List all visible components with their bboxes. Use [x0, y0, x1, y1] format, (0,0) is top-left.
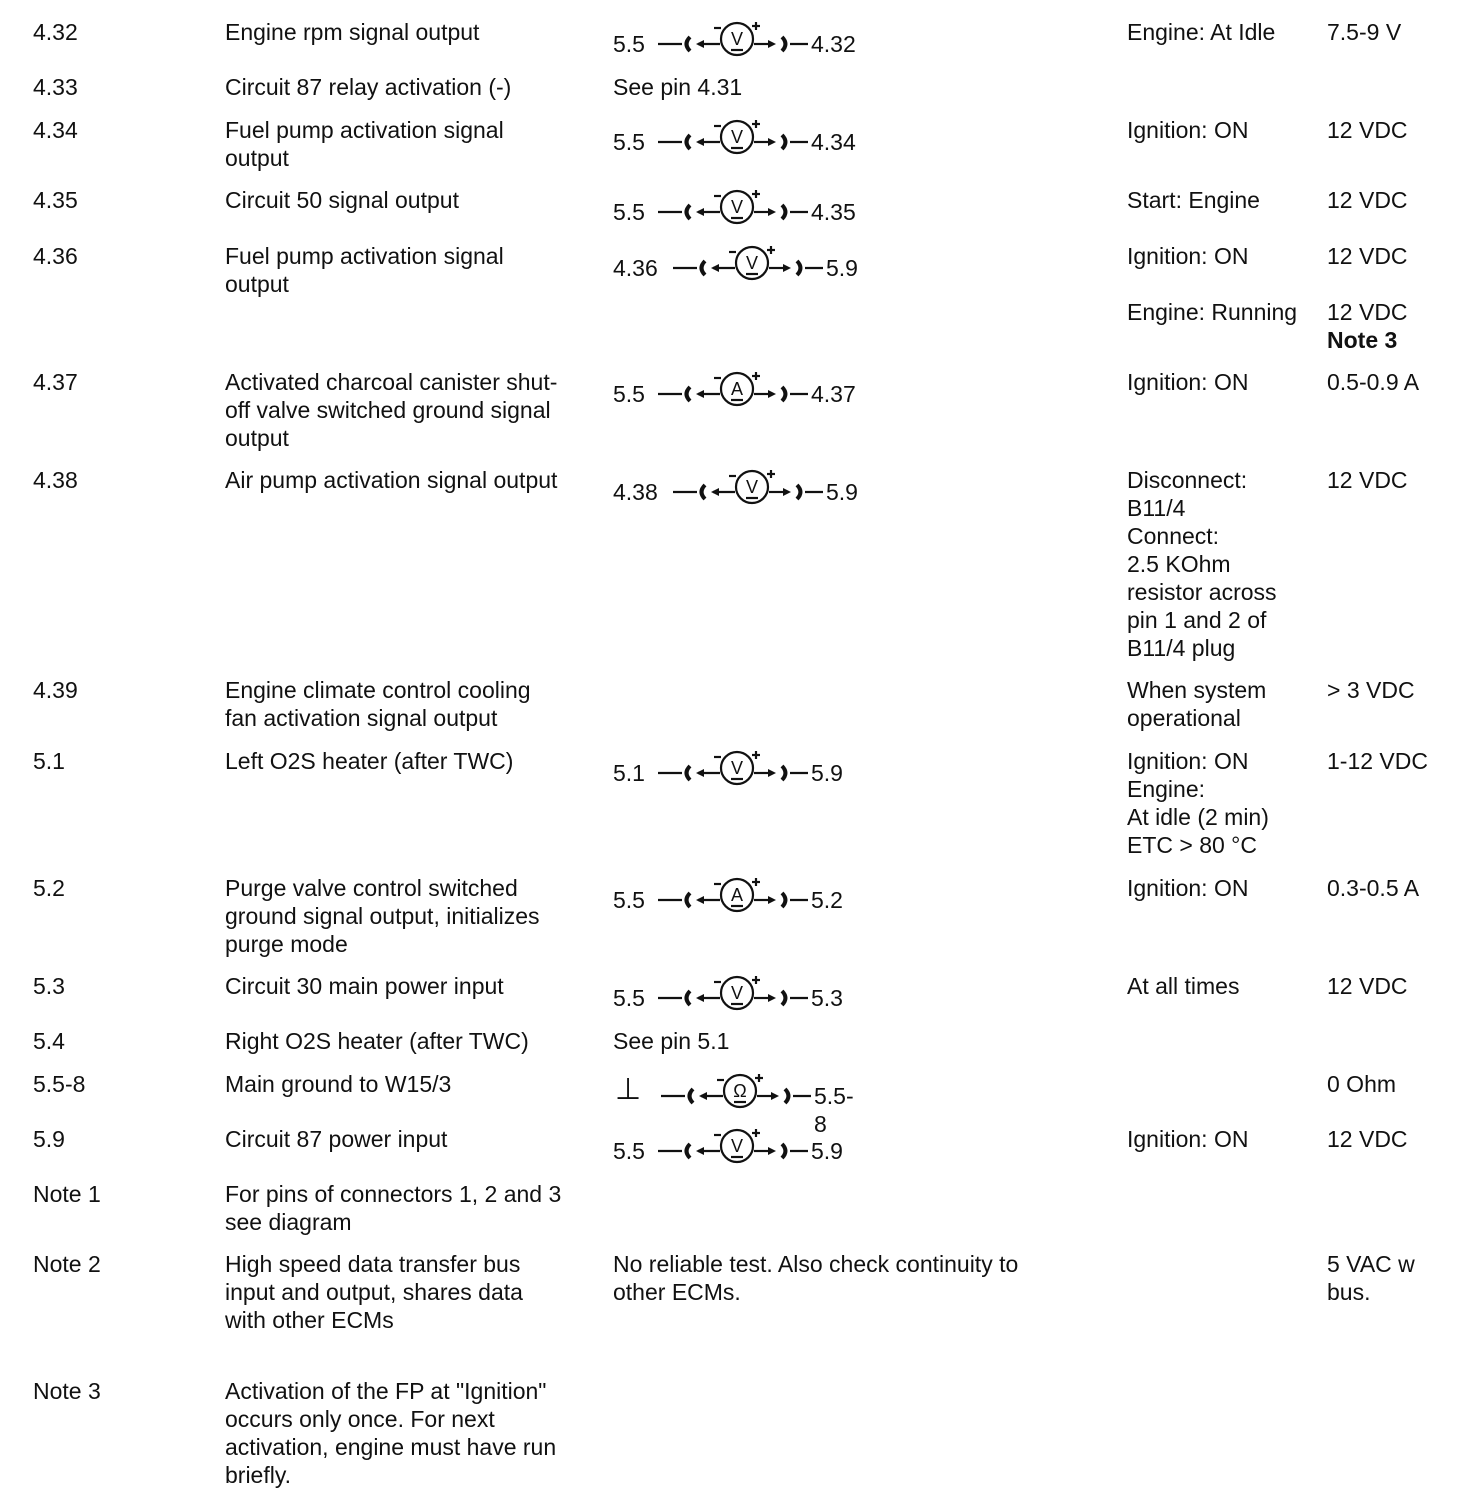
arrow-right: [768, 390, 776, 398]
pin-description: [225, 368, 557, 452]
description-line: Fuel pump activation signal: [225, 117, 504, 143]
description-line: Air pump activation signal output: [225, 467, 558, 493]
description-line: see diagram: [225, 1209, 352, 1235]
test-condition: [1127, 972, 1239, 1000]
nominal-value: [1327, 466, 1408, 494]
nominal-value: [1327, 116, 1408, 144]
pin-number: 4.39: [33, 677, 78, 703]
meter-to-pin: 5.3: [811, 985, 843, 1011]
arrow-right: [771, 1092, 779, 1100]
description-line: activation, engine must have run: [225, 1434, 557, 1460]
plug-left: [687, 37, 691, 51]
pin-number: 5.2: [33, 875, 65, 901]
test-condition: [1127, 874, 1248, 902]
description-line: Activation of the FP at "Ignition": [225, 1378, 547, 1404]
arrow-right: [768, 138, 776, 146]
pin-description: [225, 116, 504, 172]
plug-left: [687, 893, 691, 907]
description-line: purge mode: [225, 931, 348, 957]
condition-line: At all times: [1127, 973, 1240, 999]
test-instruction: [613, 73, 742, 101]
meter-from-pin: 5.5: [613, 31, 645, 57]
value-line: 5 VAC w: [1327, 1251, 1415, 1277]
test-condition: [1127, 298, 1297, 326]
plug-left: [702, 261, 706, 275]
pin-description: [225, 18, 479, 46]
meter-from-pin: ⊥: [615, 1073, 642, 1106]
test-condition: [1127, 747, 1269, 859]
plug-left: [687, 205, 691, 219]
arrow-right: [768, 40, 776, 48]
plug-right: [797, 261, 801, 275]
condition-line: Ignition: ON: [1127, 117, 1249, 143]
description-line: Right O2S heater (after TWC): [225, 1028, 529, 1054]
pin-description: [225, 972, 504, 1000]
plug-right: [782, 1144, 786, 1158]
meter-to-pin: 4.35: [811, 199, 856, 225]
condition-line: Engine:: [1127, 776, 1206, 802]
test-line: See pin 5.1: [613, 1028, 730, 1054]
arrow-right: [768, 1147, 776, 1155]
meter-to-pin: 5.5-8: [814, 1083, 854, 1137]
condition-line: Ignition: ON: [1127, 875, 1249, 901]
pin-description: [225, 1125, 447, 1153]
description-line: occurs only once. For next: [225, 1406, 495, 1432]
condition-line: Start: Engine: [1127, 187, 1260, 213]
nominal-value: [1327, 972, 1408, 1000]
value-line: 0 Ohm: [1327, 1071, 1397, 1097]
condition-line: 2.5 KOhm: [1127, 551, 1231, 577]
pin-number: 5.9: [33, 1126, 65, 1152]
nominal-value: [1327, 747, 1428, 775]
arrow-right: [768, 994, 776, 1002]
nominal-value: [1327, 874, 1419, 902]
condition-line: Connect:: [1127, 523, 1220, 549]
meter-to-pin: 5.9: [826, 479, 858, 505]
pin-number: 4.37: [33, 369, 78, 395]
nominal-value: [1327, 1125, 1408, 1153]
description-line: Purge valve control switched: [225, 875, 518, 901]
value-line: 12 VDC: [1327, 1126, 1408, 1152]
meter-letter: V: [745, 477, 759, 497]
condition-line: Ignition: ON: [1127, 748, 1249, 774]
pin-description: [225, 186, 459, 214]
meter-to-pin: 4.32: [811, 31, 856, 57]
pin-number: 5.1: [33, 748, 65, 774]
arrow-right: [768, 896, 776, 904]
meter-to-pin: 4.37: [811, 381, 856, 407]
value-line: 12 VDC: [1327, 467, 1408, 493]
condition-line: pin 1 and 2 of: [1127, 607, 1267, 633]
nominal-value: [1327, 368, 1419, 396]
description-line: briefly.: [225, 1462, 292, 1488]
description-line: Engine rpm signal output: [225, 19, 480, 45]
meter-to-pin: 5.9: [811, 1138, 843, 1164]
meter-from-pin: 5.1: [613, 760, 645, 786]
note-reference: Note 3: [1327, 327, 1398, 353]
test-condition: [1127, 116, 1248, 144]
condition-line: B11/4 plug: [1127, 635, 1236, 661]
nominal-value: [1327, 298, 1408, 354]
meter-letter: V: [745, 253, 759, 273]
plug-right: [782, 893, 786, 907]
meter-to-pin: 5.2: [811, 887, 843, 913]
condition-line: ETC > 80 °C: [1127, 832, 1257, 858]
meter-from-pin: 4.38: [613, 479, 658, 505]
nominal-value: [1327, 18, 1401, 46]
description-line: ground signal output, initializes: [225, 903, 540, 929]
description-line: Left O2S heater (after TWC): [225, 748, 514, 774]
description-line: with other ECMs: [225, 1307, 394, 1333]
pin-description: [225, 73, 511, 101]
pin-description: [225, 242, 504, 298]
arrow-left: [711, 488, 719, 496]
pin-description: [225, 1027, 529, 1055]
description-line: Engine climate control cooling: [225, 677, 531, 703]
pin-number: 4.36: [33, 243, 78, 269]
test-condition: [1127, 242, 1248, 270]
arrow-left: [699, 1092, 707, 1100]
arrow-left: [696, 994, 704, 1002]
description-line: off valve switched ground signal: [225, 397, 551, 423]
pin-description: [225, 466, 557, 494]
meter-letter: V: [730, 29, 744, 49]
pin-number: 4.33: [33, 74, 78, 100]
meter-from-pin: 5.5: [613, 1138, 645, 1164]
meter-from-pin: 4.36: [613, 255, 658, 281]
description-line: Circuit 30 main power input: [225, 973, 504, 999]
value-line: 7.5-9 V: [1327, 19, 1402, 45]
plug-right: [782, 205, 786, 219]
plug-left: [687, 387, 691, 401]
plug-right: [797, 485, 801, 499]
meter-to-pin: 5.9: [811, 760, 843, 786]
pin-number: 4.38: [33, 467, 78, 493]
arrow-left: [696, 769, 704, 777]
meter-letter: V: [730, 127, 744, 147]
meter-from-pin: 5.5: [613, 985, 645, 1011]
arrow-right: [768, 208, 776, 216]
arrow-left: [696, 896, 704, 904]
nominal-value: [1327, 186, 1408, 214]
value-line: > 3 VDC: [1327, 677, 1415, 703]
pin-number: 4.35: [33, 187, 78, 213]
pin-description: [225, 1377, 556, 1489]
meter-letter: V: [730, 197, 744, 217]
pin-description: [225, 1070, 451, 1098]
meter-from-pin: 5.5: [613, 887, 645, 913]
plug-left: [702, 485, 706, 499]
value-line: 0.3-0.5 A: [1327, 875, 1420, 901]
pin-number: 4.32: [33, 19, 78, 45]
value-line: 0.5-0.9 A: [1327, 369, 1420, 395]
plug-right: [782, 135, 786, 149]
meter-letter: A: [730, 379, 744, 399]
test-condition: [1127, 18, 1275, 46]
nominal-value: [1327, 1250, 1415, 1306]
pin-number: Note 2: [33, 1251, 101, 1277]
condition-line: Engine: At Idle: [1127, 19, 1276, 45]
value-line: 12 VDC: [1327, 973, 1408, 999]
arrow-left: [696, 1147, 704, 1155]
plug-left: [687, 1144, 691, 1158]
plug-right: [782, 766, 786, 780]
meter-letter: V: [730, 983, 744, 1003]
arrow-left: [696, 208, 704, 216]
description-line: output: [225, 425, 289, 451]
nominal-value: [1327, 1070, 1396, 1098]
test-line: No reliable test. Also check continuity to: [613, 1251, 1019, 1277]
arrow-left: [696, 40, 704, 48]
arrow-left: [711, 264, 719, 272]
condition-line: Ignition: ON: [1127, 1126, 1249, 1152]
description-line: Circuit 87 relay activation (-): [225, 74, 512, 100]
pin-number: 5.5-8: [33, 1071, 86, 1097]
meter-letter: A: [730, 885, 744, 905]
meter-to-pin: 4.34: [811, 129, 856, 155]
pin-description: [225, 1180, 561, 1236]
description-line: output: [225, 271, 289, 297]
plug-right: [782, 37, 786, 51]
test-condition: [1127, 1125, 1248, 1153]
pin-number: 4.34: [33, 117, 78, 143]
plug-left: [690, 1089, 694, 1103]
test-line: other ECMs.: [613, 1279, 741, 1305]
condition-line: Engine: Running: [1127, 299, 1298, 325]
condition-line: Disconnect:: [1127, 467, 1248, 493]
meter-from-pin: 5.5: [613, 199, 645, 225]
pin-description: [225, 1250, 523, 1334]
arrow-left: [696, 390, 704, 398]
plug-right: [782, 991, 786, 1005]
arrow-right: [768, 769, 776, 777]
description-line: For pins of connectors 1, 2 and 3: [225, 1181, 562, 1207]
arrow-left: [696, 138, 704, 146]
description-line: Activated charcoal canister shut-: [225, 369, 558, 395]
meter-from-pin: 5.5: [613, 129, 645, 155]
meter-letter: V: [730, 1136, 744, 1156]
test-instruction: [613, 1250, 1018, 1306]
value-line: 12 VDC: [1327, 187, 1408, 213]
condition-line: operational: [1127, 705, 1241, 731]
description-line: fan activation signal output: [225, 705, 498, 731]
condition-line: At idle (2 min): [1127, 804, 1269, 830]
meter-from-pin: 5.5: [613, 381, 645, 407]
pin-number: 5.3: [33, 973, 65, 999]
condition-line: When system: [1127, 677, 1267, 703]
description-line: High speed data transfer bus: [225, 1251, 521, 1277]
test-condition: [1127, 676, 1266, 732]
test-condition: [1127, 186, 1260, 214]
nominal-value: [1327, 676, 1415, 704]
description-line: output: [225, 145, 289, 171]
plug-right: [785, 1089, 789, 1103]
plug-left: [687, 135, 691, 149]
value-line: 12 VDC: [1327, 117, 1408, 143]
description-line: Circuit 87 power input: [225, 1126, 448, 1152]
nominal-value: [1327, 242, 1408, 270]
plug-left: [687, 766, 691, 780]
test-instruction: [613, 1027, 729, 1055]
condition-line: B11/4: [1127, 495, 1186, 521]
test-line: See pin 4.31: [613, 74, 743, 100]
plug-left: [687, 991, 691, 1005]
pin-number: 5.4: [33, 1028, 65, 1054]
meter-letter: V: [730, 758, 744, 778]
value-line: 12 VDC: [1327, 243, 1408, 269]
plug-right: [782, 387, 786, 401]
meter-letter: Ω: [733, 1081, 747, 1101]
pin-number: Note 3: [33, 1378, 101, 1404]
test-condition: [1127, 466, 1277, 662]
value-line: 1-12 VDC: [1327, 748, 1428, 774]
pin-number: Note 1: [33, 1181, 101, 1207]
test-condition: [1127, 368, 1248, 396]
condition-line: Ignition: ON: [1127, 243, 1249, 269]
pin-description: [225, 874, 540, 958]
description-line: Circuit 50 signal output: [225, 187, 459, 213]
pin-description: [225, 747, 513, 775]
value-line: bus.: [1327, 1279, 1371, 1305]
value-line: 12 VDC: [1327, 299, 1408, 325]
condition-line: Ignition: ON: [1127, 369, 1249, 395]
meter-to-pin: 5.9: [826, 255, 858, 281]
description-line: Fuel pump activation signal: [225, 243, 504, 269]
arrow-right: [783, 264, 791, 272]
condition-line: resistor across: [1127, 579, 1277, 605]
pin-description: [225, 676, 531, 732]
arrow-right: [783, 488, 791, 496]
description-line: Main ground to W15/3: [225, 1071, 452, 1097]
description-line: input and output, shares data: [225, 1279, 523, 1305]
